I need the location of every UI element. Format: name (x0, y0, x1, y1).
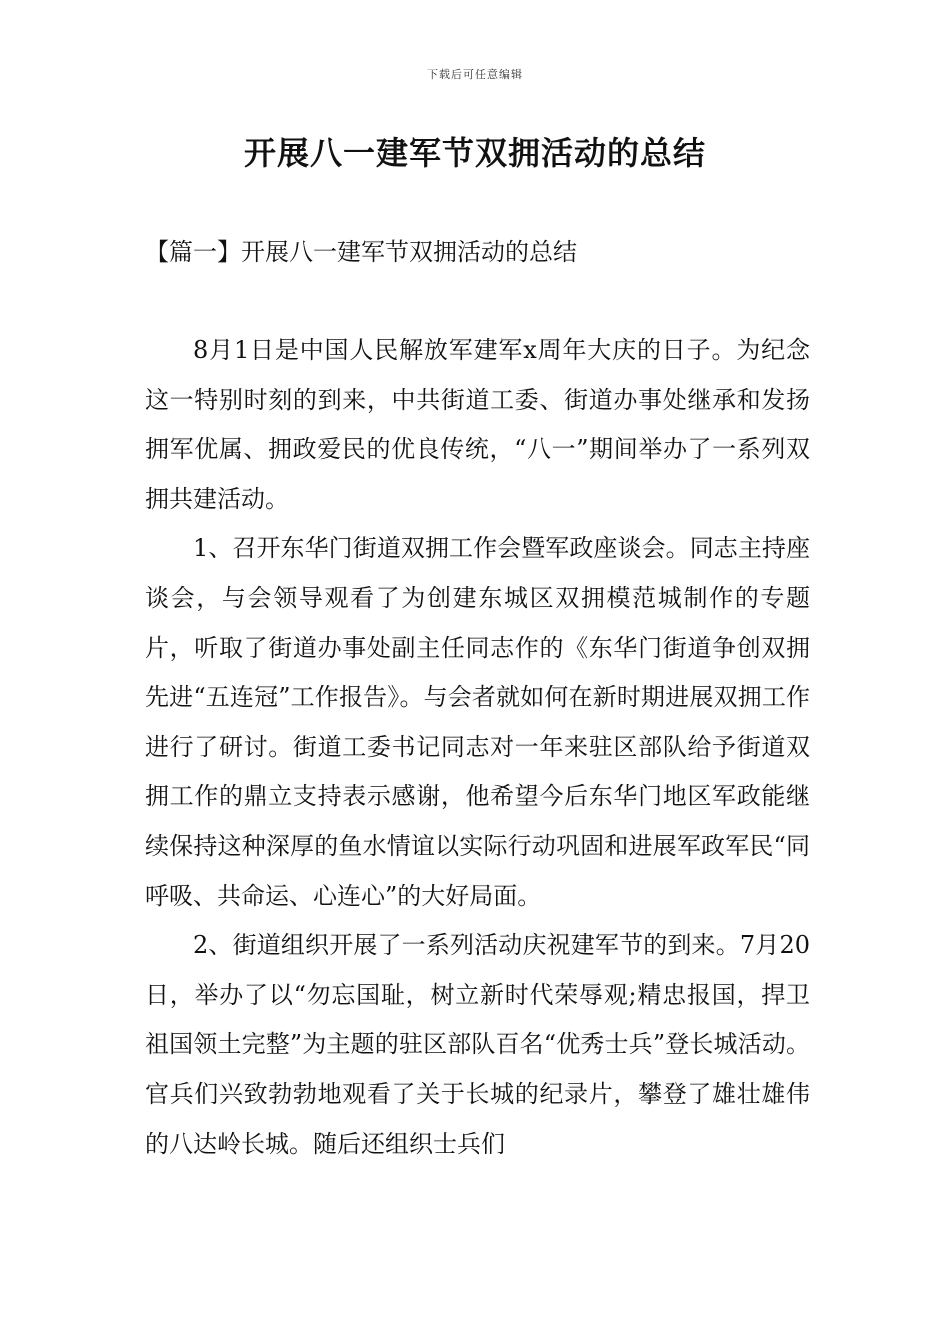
paragraph-item-2: 2、街道组织开展了一系列活动庆祝建军节的到来。7月20日，举办了以“勿忘国耻，树立新时代荣辱观;精忠报国，捍卫祖国领土完整”为主题的驻区部队百名“优秀士兵”登长城活动。官兵们兴致勃勃地观看了关于长城的纪录片，攀登了雄壮雄伟的八达岭长城。随后还组织士兵们 (145, 931, 810, 1158)
paragraph-item-1: 1、召开东华门街道双拥工作会暨军政座谈会。同志主持座谈会，与会领导观看了为创建东城区双拥模范城制作的专题片，听取了街道办事处副主任同志作的《东华门街道争创双拥先进“五连冠”工作报告》。与会者就如何在新时期进展双拥工作进行了研讨。街道工委书记同志对一年来驻区部队给予街道双拥工作的鼎立支持表示感谢，他希望今后东华门地区军政能继续保持这种深厚的鱼水情谊以实际行动巩固和进展军政军民“同呼吸、共命运、心连心”的大好局面。 (145, 534, 810, 910)
section-heading: 【篇一】开展八一建军节双拥活动的总结 (145, 238, 577, 266)
body-text (145, 326, 810, 1169)
paragraph-intro: 8月1日是中国人民解放军建军x周年大庆的日子。为纪念这一特别时刻的到来，中共街道工委、街道办事处继承和发扬拥军优属、拥政爱民的优良传统，“八一”期间举办了一系列双拥共建活动。 (145, 336, 810, 513)
header-note: 下载后可任意编辑 (427, 68, 523, 81)
document-title: 开展八一建军节双拥活动的总结 (243, 134, 706, 172)
